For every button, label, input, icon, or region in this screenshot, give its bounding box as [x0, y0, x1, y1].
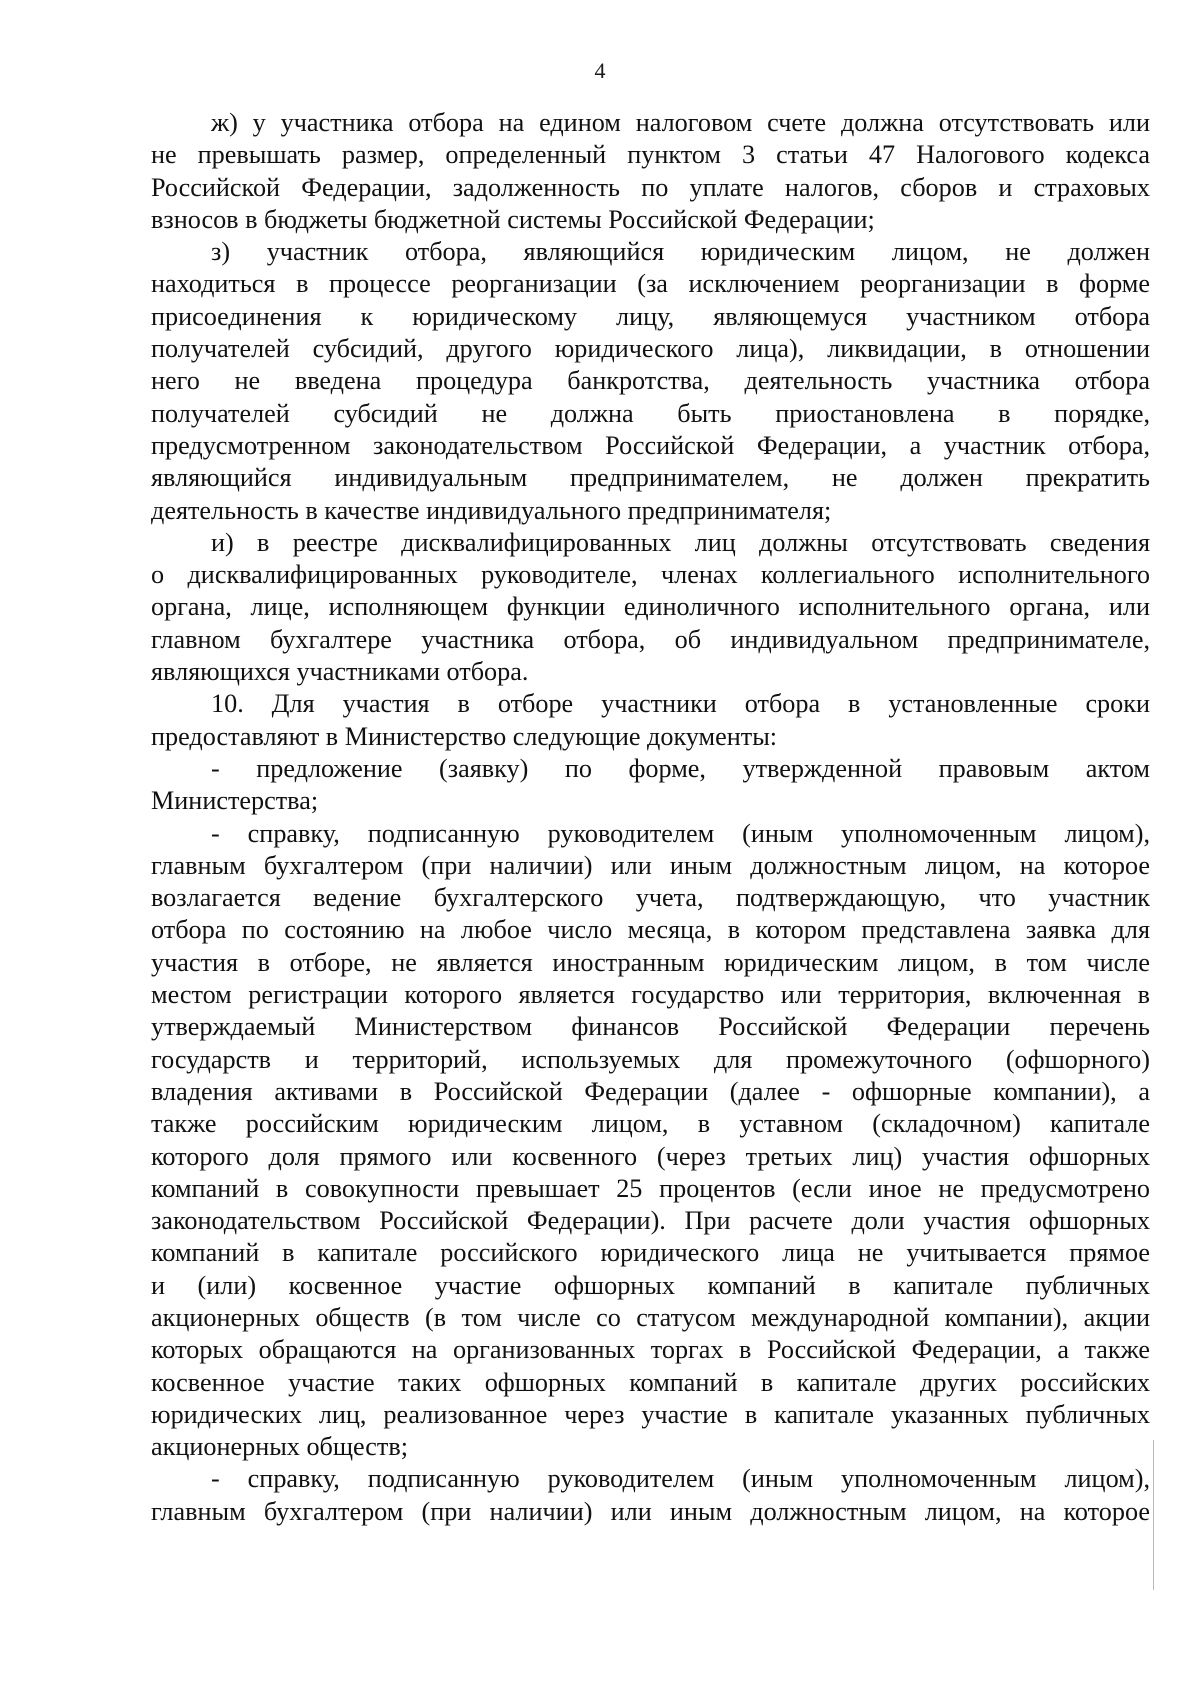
text-line: главным бухгалтером (при наличии) или иным должностным лицом, на которое [151, 1496, 1150, 1526]
text-line: находиться в процессе реорганизации (за исключением реорганизации в форме [151, 269, 1150, 299]
text-line: главном бухгалтере участника отбора, об индивидуальном предпринимателе, [151, 624, 1150, 654]
text-line: также российским юридическим лицом, в уставном (складочном) капитале [151, 1109, 1150, 1139]
text-line: главным бухгалтером (при наличии) или иным должностным лицом, на которое [151, 850, 1150, 880]
list-item-offshore-certificate [151, 818, 1150, 1464]
text-line: и (или) косвенное участие офшорных компаний в капитале публичных [151, 1270, 1150, 1300]
text-line: предоставляют в Министерство следующие документы: [151, 721, 778, 751]
text-line: компаний в совокупности превышает 25 процентов (если иное не предусмотрено [151, 1173, 1150, 1203]
paragraph-z [151, 236, 1150, 527]
text-line: взносов в бюджеты бюджетной системы Российской Федерации; [151, 204, 875, 234]
text-line: утверждаемый Министерством финансов Российской Федерации перечень [151, 1012, 1150, 1042]
paragraph-10 [151, 688, 1150, 753]
text-line: законодательством Российской Федерации). При расчете доли участия офшорных [151, 1206, 1150, 1236]
text-line: и) в реестре дисквалифицированных лиц должны отсутствовать сведения [211, 527, 1150, 557]
paragraph-zh [151, 107, 1150, 236]
text-line: которых обращаются на организованных торгах в Российской Федерации, а также [151, 1335, 1150, 1365]
document-body [151, 107, 1150, 1528]
text-line: акционерных обществ; [151, 1432, 409, 1462]
text-line: владения активами в Российской Федерации (далее - офшорные компании), а [151, 1076, 1150, 1106]
text-line: него не введена процедура банкротства, деятельность участника отбора [151, 366, 1150, 396]
scan-edge-mark [1153, 1440, 1154, 1590]
text-line: которого доля прямого или косвенного (через третьих лиц) участия офшорных [151, 1141, 1150, 1171]
text-line: юридических лиц, реализованное через участие в капитале указанных публичных [151, 1399, 1150, 1429]
text-line: акционерных обществ (в том числе со статусом международной компании), акции [151, 1302, 1150, 1332]
text-line: о дисквалифицированных руководителе, членах коллегиального исполнительного [151, 560, 1150, 590]
text-line: являющихся участниками отбора. [151, 657, 529, 687]
text-line: местом регистрации которого является государство или территория, включенная в [151, 980, 1150, 1010]
text-line: з) участник отбора, являющийся юридическим лицом, не должен [211, 237, 1150, 267]
text-line: ж) у участника отбора на едином налоговом счете должна отсутствовать или [211, 108, 1150, 137]
text-line: Министерства; [151, 786, 319, 816]
text-line: - предложение (заявку) по форме, утвержденной правовым актом [211, 753, 1150, 783]
text-line: - справку, подписанную руководителем (иным уполномоченным лицом), [211, 818, 1150, 848]
text-line: отбора по состоянию на любое число месяца, в котором представлена заявка для [151, 915, 1150, 945]
text-line: присоединения к юридическому лицу, являющемуся участником отбора [151, 301, 1150, 331]
text-line: возлагается ведение бухгалтерского учета, подтверждающую, что участник [151, 883, 1150, 913]
list-item-application [151, 753, 1150, 818]
text-line: деятельность в качестве индивидуального предпринимателя; [151, 495, 832, 525]
text-line: не превышать размер, определенный пунктом 3 статьи 47 Налогового кодекса [151, 140, 1150, 170]
text-line: являющийся индивидуальным предпринимателем, не должен прекратить [151, 463, 1150, 493]
paragraph-i [151, 527, 1150, 688]
text-line: - справку, подписанную руководителем (иным уполномоченным лицом), [211, 1464, 1150, 1494]
text-line: участия в отборе, не является иностранным юридическим лицом, в том числе [151, 947, 1150, 977]
text-line: предусмотренном законодательством Российской Федерации, а участник отбора, [151, 430, 1150, 460]
text-line: государств и территорий, используемых для промежуточного (офшорного) [151, 1044, 1150, 1074]
text-line: компаний в капитале российского юридического лица не учитывается прямое [151, 1238, 1150, 1268]
text-line: Российской Федерации, задолженность по уплате налогов, сборов и страховых [151, 172, 1150, 202]
text-line: получателей субсидий не должна быть приостановлена в порядке, [151, 398, 1150, 428]
text-line: косвенное участие таких офшорных компаний в капитале других российских [151, 1367, 1150, 1397]
page-number: 4 [594, 58, 606, 83]
text-line: органа, лице, исполняющем функции единоличного исполнительного органа, или [151, 592, 1150, 622]
list-item-second-certificate [151, 1463, 1150, 1528]
text-line: 10. Для участия в отборе участники отбора в установленные сроки [211, 689, 1150, 719]
text-line: получателей субсидий, другого юридического лица), ликвидации, в отношении [151, 334, 1150, 364]
